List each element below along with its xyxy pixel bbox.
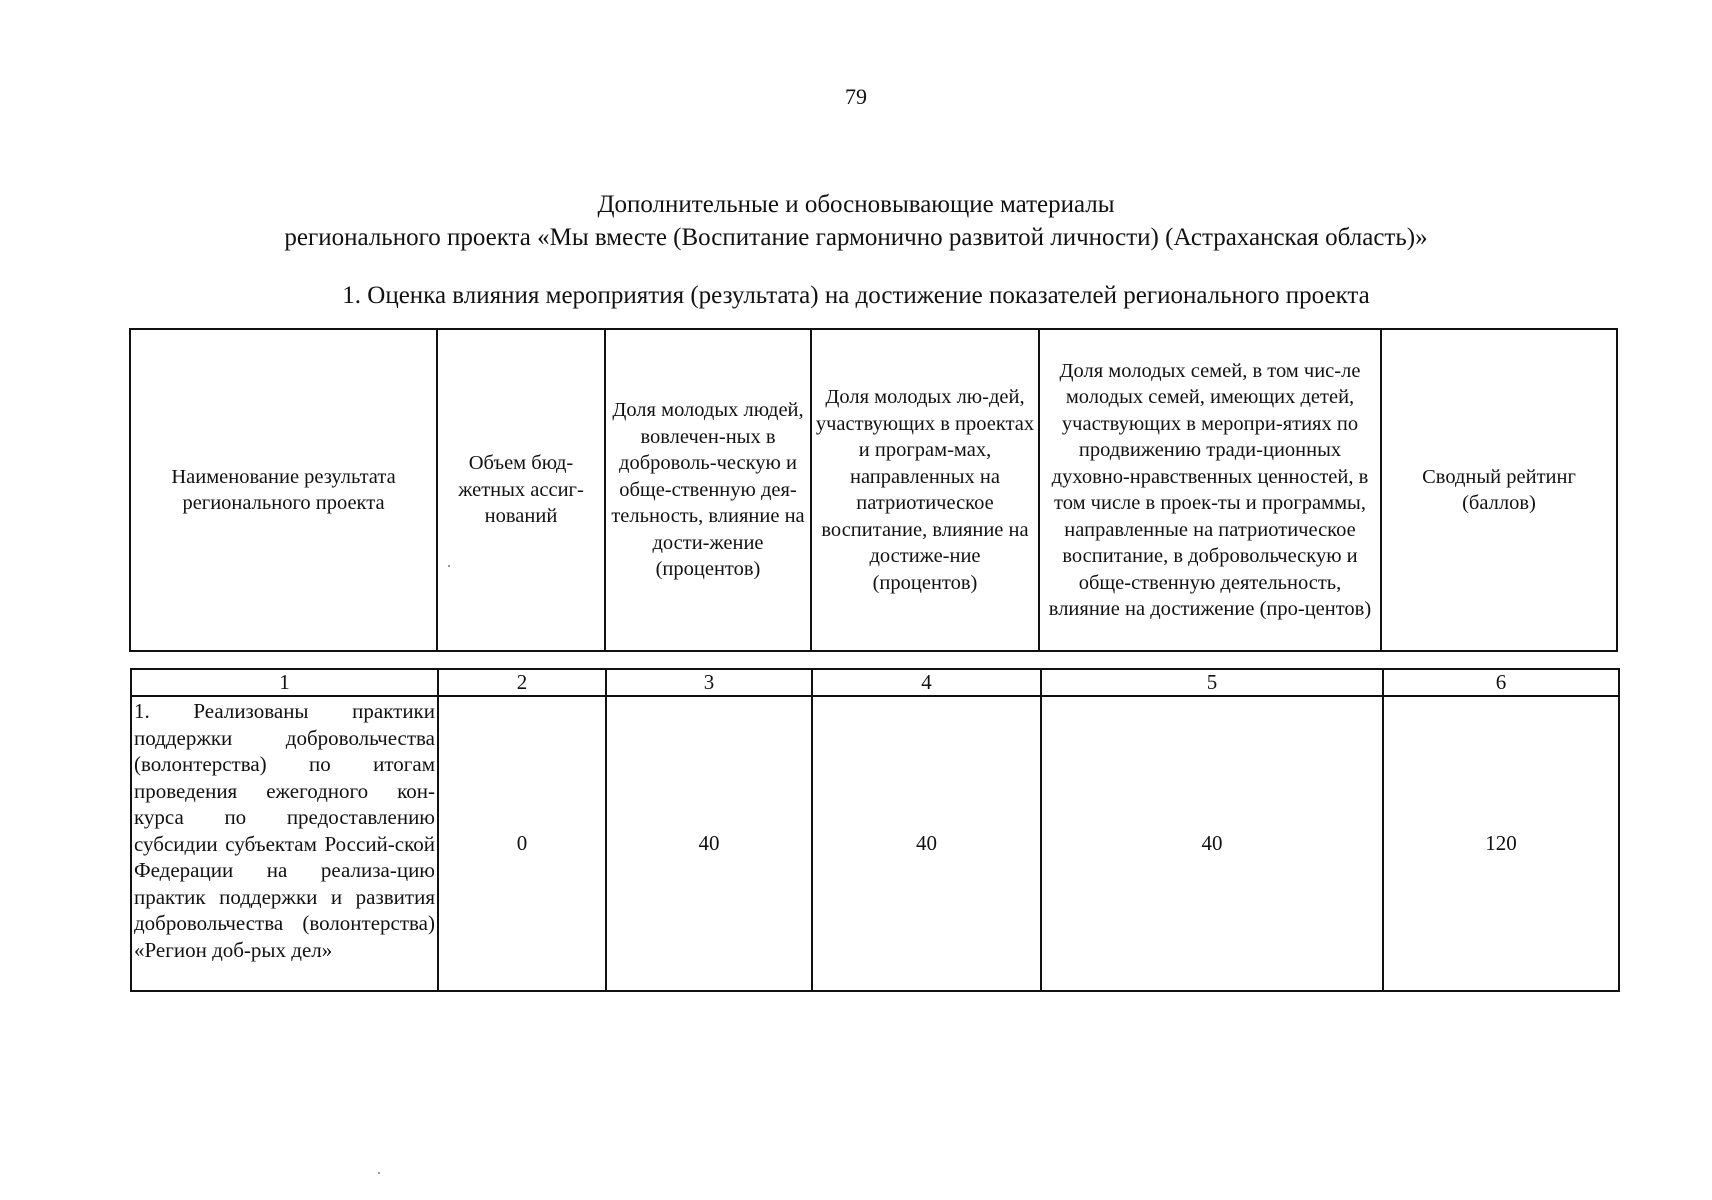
header-result-name: Наименование результата регионального проекта (130, 329, 437, 651)
header-rating: Сводный рейтинг (баллов) (1381, 329, 1617, 651)
column-number: 5 (1041, 669, 1383, 696)
table-body (130, 668, 1620, 992)
column-number: 3 (606, 669, 812, 696)
scan-speck (378, 1172, 380, 1174)
share-patriotic-cell: 40 (812, 696, 1041, 991)
page-number: 79 (845, 84, 867, 109)
header-budget: Объем бюд-жетных ассиг-нований (437, 329, 605, 651)
header-share-volunteer: Доля молодых людей, вовлечен-ных в доброволь-ческую и обще-ственную дея-тельность, влияние на дости-жение (процентов) (605, 329, 811, 651)
table-row (131, 696, 1619, 991)
document-title-line-2: регионального проекта «Мы вместе (Воспитание гармонично развитой личности) (Астраханская область)» (284, 224, 1428, 251)
column-number: 2 (438, 669, 606, 696)
budget-cell: 0 (438, 696, 606, 991)
column-number: 4 (812, 669, 1041, 696)
table-header (129, 328, 1618, 652)
share-volunteer-cell: 40 (606, 696, 812, 991)
document-title (0, 188, 1712, 254)
result-name-cell: 1. Реализованы практики поддержки добровольчества (волонтерства) по итогам проведения ежегодного кон-курса по предоставлению субсидии субъектам Россий-ской Федерации на реализа-цию практик поддержки и развития добровольчества (волонтерства) «Регион доб-рых дел» (131, 696, 438, 991)
share-families-cell: 40 (1041, 696, 1383, 991)
header-share-patriotic: Доля молодых лю-дей, участвующих в проектах и програм-мах, направленных на патриотическое воспитание, влияние на достиже-ние (процентов) (811, 329, 1039, 651)
document-title-line-1: Дополнительные и обосновывающие материалы (597, 191, 1115, 218)
table-header-row (130, 329, 1617, 651)
section-heading: 1. Оценка влияния мероприятия (результата) на достижение показателей регионального проекта (342, 282, 1370, 309)
header-share-families: Доля молодых семей, в том чис-ле молодых семей, имеющих детей, участвующих в меропри-ятиях по продвижению тради-ционных духовно-нравственных ценностей, в том числе в проек-ты и программы, направленные на патриотическое воспитание, в добровольческую и обще-ственную деятельность, влияние на достижение (про-центов) (1039, 329, 1381, 651)
column-number: 1 (131, 669, 438, 696)
rating-cell: 120 (1383, 696, 1619, 991)
column-number-row (131, 669, 1619, 696)
scan-speck (448, 565, 450, 567)
column-number: 6 (1383, 669, 1619, 696)
